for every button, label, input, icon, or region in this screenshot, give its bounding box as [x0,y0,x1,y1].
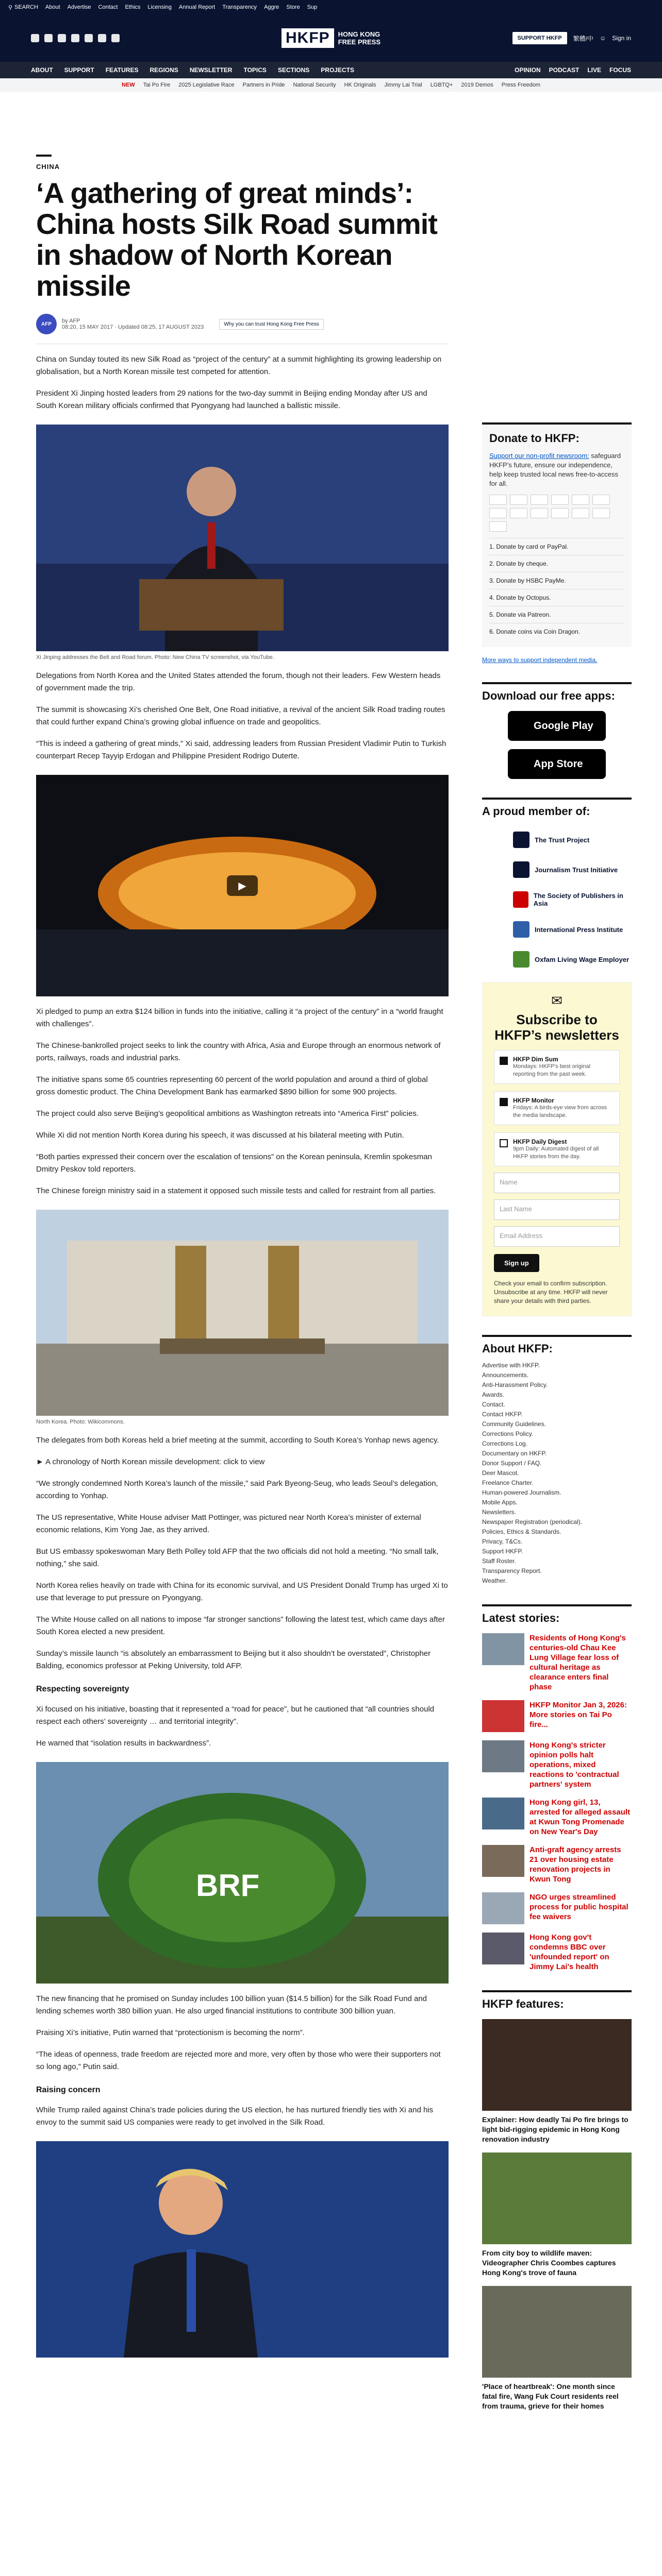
about-link[interactable]: Corrections Log. [482,1440,528,1447]
north-korea-photo [36,1210,449,1416]
x-icon[interactable] [44,34,53,42]
amex-icon [531,495,548,505]
author-name[interactable]: by AFP [62,318,80,324]
feature-title: Explainer: How deadly Tai Po fire brings to light bid-rigging epidemic in Hong Kong renovation industry [482,2115,628,2143]
linkedin-icon[interactable] [98,34,106,42]
sidebar [482,422,632,2411]
caption: Xi Jinping addresses the Belt and Road forum. Photo: New China TV screenshot, via YouTube. [36,654,274,660]
nav-item[interactable]: FOCUS [609,66,631,74]
play-button[interactable] [227,875,258,896]
story-title: HKFP Monitor Jan 3, 2026: More stories on Tai Po fire... [529,1701,627,1729]
payme-icon [531,508,548,518]
feature-title: From city boy to wildlife maven: Videographer Chris Coombes captures Hong Kong's trove of fauna [482,2249,616,2277]
jti-icon [513,861,529,878]
about-link[interactable]: Human-powered Journalism. [482,1489,561,1496]
user-icon[interactable]: ☺ [600,35,606,42]
paragraph: The Chinese foreign ministry said in a statement it opposed such missile tests and called for restraint from all parties. [36,1187,436,1195]
jcb-icon [592,495,610,505]
donate-option[interactable]: 1. Donate by card or PayPal. [489,538,624,555]
about-title: About HKFP: [482,1335,632,1355]
about-link[interactable]: Donor Support / FAQ. [482,1460,542,1467]
video-player[interactable] [36,775,449,996]
nav-item[interactable]: NEWSLETTER [189,66,233,74]
latest-item[interactable] [482,1740,632,1789]
donate-option[interactable]: 5. Donate via Patreon. [489,606,624,623]
checkbox[interactable] [500,1098,508,1106]
donate-lead-text: safeguard HKFP’s future, ensure our independence, help keep trusted local news free-to-access for all. [489,452,621,487]
topbar-link[interactable]: Sup [307,4,318,10]
search-label: SEARCH [14,4,38,10]
member-logo[interactable] [513,861,632,878]
member-name: Oxfam Living Wage Employer [535,955,630,963]
mail-icon: ✉ [551,993,562,1008]
trust-project-icon [513,832,529,848]
instagram-icon[interactable] [58,34,66,42]
app-store-label: App Store [534,758,583,770]
visa-icon [489,495,507,505]
feature-image [482,2019,632,2111]
paragraph: “We strongly condemned North Korea’s launch of the missile,” said Park Byeong-Seug, who leads Seoul’s delegation, according to Yonhap. [36,1479,438,1500]
main-nav [0,62,662,78]
newsletter-name: HKFP Dim Sum [513,1056,558,1063]
google-play-button[interactable] [508,711,606,741]
donate-option[interactable]: 6. Donate coins via Coin Dragon. [489,623,624,640]
subheading: Respecting sovereignty [36,1685,129,1693]
latest-item[interactable] [482,1892,632,1924]
ticker-item[interactable]: HK Originals [344,82,376,88]
newsletter-box [482,982,632,1316]
fps-icon [592,508,610,518]
about-link[interactable]: Support HKFP. [482,1548,523,1555]
ticker-item[interactable]: Jimmy Lai Trial [384,82,422,88]
coin-icon [489,521,507,532]
about-link[interactable]: Awards. [482,1391,505,1398]
nav-item[interactable]: ABOUT [31,66,53,74]
app-store-button[interactable] [508,749,606,779]
ticker-item[interactable]: 2025 Legislative Race [178,82,235,88]
topbar-link[interactable]: Transparency [222,4,257,10]
latest-item[interactable] [482,1700,632,1732]
figure-xi [36,425,449,651]
kicker-label: CHINA [36,163,60,171]
patreon-icon [572,508,589,518]
about-list [482,1361,632,1586]
about-link[interactable]: Contact HKFP. [482,1411,523,1418]
topbar-link[interactable]: About [45,4,60,10]
about-link[interactable]: Newspaper Registration (periodical). [482,1518,583,1526]
article [36,155,449,2358]
oxfam-icon [513,951,529,968]
search-icon: ⚲ [8,4,13,11]
about-link[interactable]: Documentary on HKFP. [482,1450,547,1457]
nav-item[interactable]: SECTIONS [277,66,310,74]
signin-link[interactable]: Sign in [612,35,631,42]
story-thumbnail [482,1633,524,1665]
paragraph: The US representative, White House adviser Matt Pottinger, was pictured near North Korea’s minister of external economic relations, Kim Yong Jae, as they arrived. [36,1513,421,1534]
ticker-item[interactable]: National Security [293,82,336,88]
member-title: A proud member of: [482,798,632,818]
play-icon: ▶ [238,880,246,892]
paragraph: Xi pledged to pump an extra $124 billion in funds into the initiative, calling it “a project of the century” in a “world fraught with challenges”. [36,1007,443,1028]
social-icons [31,34,120,42]
logo-line-1: HONG KONG [338,30,380,38]
member-logo[interactable] [513,921,632,938]
about-link[interactable]: Contact. [482,1401,505,1408]
caption: North Korea. Photo: Wikicommons. [36,1419,125,1425]
about-link[interactable]: Staff Roster. [482,1557,516,1565]
support-hkfp-button[interactable]: SUPPORT HKFP [512,32,567,44]
member-logo[interactable] [513,891,632,908]
about-link[interactable]: Policies, Ethics & Standards. [482,1528,561,1535]
ticker-item[interactable]: 2019 Demos [461,82,493,88]
nav-item[interactable]: FEATURES [105,66,139,74]
paragraph: The new financing that he promised on Sunday includes 100 billion yuan ($14.5 billion) for the Silk Road Fund and lending schemes worth 380 billion yuan. He also urged financial institutions to contribute 300 billion yuan. [36,1994,427,2015]
paragraph: Delegations from North Korea and the United States attended the forum, though not their leaders. Few Western heads of government made the trip. [36,671,441,692]
threads-icon[interactable] [85,34,93,42]
first-name-field[interactable]: Name [494,1173,620,1193]
figure-trump [36,2141,449,2358]
figure-north-korea [36,1210,449,1416]
features-title: HKFP features: [482,1990,632,2011]
story-title: Anti-graft agency arrests 21 over housing estate renovation projects in Kwun Tong [529,1845,621,1884]
trump-photo [36,2141,449,2358]
newsletter-name: HKFP Monitor [513,1097,554,1104]
utility-bar [0,0,662,14]
about-link[interactable]: Weather. [482,1577,507,1584]
search-link[interactable] [8,4,38,11]
signup-note: Check your email to confirm subscription. Unsubscribe at any time. HKFP will never share your details with third parties. [494,1280,608,1304]
member-logo[interactable] [513,951,632,968]
member-name: The Trust Project [535,836,590,844]
about-link[interactable]: Corrections Policy. [482,1430,534,1437]
feature-item[interactable] [482,2019,632,2144]
story-thumbnail [482,1892,524,1924]
nav-item[interactable]: PODCAST [549,66,580,74]
sopa-icon [513,891,528,908]
paragraph: The initiative spans some 65 countries representing 60 percent of the world population and around a third of global gross domestic product. The China Development Bank has earmarked $890 billion for some 900 projects. [36,1075,428,1096]
mastercard-icon [510,495,527,505]
paragraph: The White House called on all nations to impose “far stronger sanctions” following the latest test, which came days after South Korea elected a new president. [36,1615,445,1636]
member-name: The Society of Publishers in Asia [533,892,623,907]
logo-line-2: FREE PRESS [338,38,381,46]
paypal-icon [551,495,569,505]
newsletter-desc: 9pm Daily: Automated digest of all HKFP stories from the day. [513,1146,599,1160]
topbar-link[interactable]: Licensing [147,4,172,10]
language-switch[interactable]: 繁體/中 [573,35,594,42]
byline [36,314,449,334]
ticker-new-label: NEW [122,82,135,88]
google-play-label: Google Play [534,720,593,732]
about-link[interactable]: Advertise with HKFP. [482,1362,540,1369]
rss-icon[interactable] [111,34,120,42]
ticker-item[interactable]: Partners in Pride [242,82,285,88]
donate-title: Donate to HKFP: [489,432,580,445]
related-link[interactable]: ► A chronology of North Korean missile development: click to view [36,1458,265,1466]
paragraph: Sunday’s missile launch “is absolutely an embarrassment to Beijing but it also shouldn’t be overstated”, Christopher Balding, economics professor at Peking University, told AFP. [36,1649,431,1670]
feature-image [482,2286,632,2378]
nav-item[interactable]: TOPICS [243,66,267,74]
unionpay-icon [572,495,589,505]
story-title: NGO urges streamlined process for public hospital fee waivers [529,1893,628,1921]
brf-text: BRF [196,1868,260,1903]
about-link[interactable]: Newsletters. [482,1509,517,1516]
story-title: Hong Kong girl, 13, arrested for alleged assault at Kwun Tong Promenade on New Year's Day [529,1798,631,1836]
story-thumbnail [482,1740,524,1772]
feature-item[interactable] [482,2153,632,2278]
topbar-link[interactable]: Advertise [67,4,91,10]
paragraph: China on Sunday touted its new Silk Road as “project of the century” at a summit highlighting its growing leadership on globalisation, but a North Korean missile test competed for attention. [36,355,442,376]
about-link[interactable]: Deer Mascot. [482,1469,519,1477]
nav-item[interactable]: PROJECTS [321,66,354,74]
newsletter-title: Subscribe to HKFP’s newsletters [494,1012,619,1043]
topic-ticker [0,78,662,92]
checkbox[interactable] [500,1057,508,1065]
about-link[interactable]: Privacy, T&Cs. [482,1538,523,1545]
about-link[interactable]: Mobile Apps. [482,1499,518,1506]
member-name: International Press Institute [535,925,623,934]
donate-box [482,422,632,647]
topbar-link[interactable]: Annual Report [178,4,216,10]
latest-item[interactable] [482,1845,632,1884]
facebook-icon[interactable] [31,34,39,42]
more-ways-link[interactable]: More ways to support independent media. [482,656,598,664]
trust-badge[interactable]: Why you can trust Hong Kong Free Press [219,319,324,330]
story-title: Hong Kong gov't condemns BBC over 'unfounded report' on Jimmy Lai's health [529,1933,609,1971]
nav-item[interactable]: REGIONS [150,66,178,74]
story-title: Residents of Hong Kong's centuries-old Chau Kee Lung Village fear loss of cultural heritage as clearance enters final phase [529,1634,626,1691]
newsletter-name: HKFP Daily Digest [513,1138,567,1145]
story-thumbnail [482,1845,524,1877]
feature-item[interactable] [482,2286,632,2411]
subheading: Raising concern [36,2086,101,2094]
donate-option[interactable]: 2. Donate by cheque. [489,555,624,572]
topbar-link[interactable]: Aggre [264,4,279,10]
apple-pay-icon [489,508,507,518]
publish-dates: 08:20, 15 MAY 2017 · Updated 08:25, 17 AUGUST 2023 [62,324,204,330]
member-name: Journalism Trust Initiative [535,866,618,874]
checkbox[interactable] [500,1139,508,1147]
about-link[interactable]: Community Guidelines. [482,1420,547,1428]
paragraph: President Xi Jinping hosted leaders from 29 nations for the two-day summit in Beijing ending Monday after US and South Korean military officials confirmed that Pyongyang had launched a ballistic missile. [36,389,427,410]
newsletter-desc: Mondays: HKFP's best original reporting from the past week. [513,1063,591,1077]
logo-mark: HKFP [282,28,334,48]
latest-title: Latest stories: [482,1604,632,1625]
paragraph: The project could also serve Beijing’s geopolitical ambitions as Washington retreats into “America First” policies. [36,1109,419,1118]
signup-button[interactable]: Sign up [494,1254,539,1272]
apps-title: Download our free apps: [482,682,632,703]
xi-photo [36,425,449,651]
paragraph: “Both parties expressed their concern over the escalation of tensions” on the Korean peninsula, Kremlin spokesman Dmitry Peskov told reporters. [36,1153,432,1174]
latest-item[interactable] [482,1933,632,1972]
member-logo[interactable] [513,832,632,848]
google-pay-icon [510,508,527,518]
paragraph: While Trump railed against China’s trade policies during the US election, he has nurtured friendly ties with Xi and his envoy to the summit said US companies were ready to get involved in the Silk Road. [36,2106,434,2127]
newsletter-desc: Fridays: A birds-eye view from across the media landscape. [513,1105,607,1118]
paragraph: He warned that “isolation results in backwardness”. [36,1739,211,1748]
paragraph: The summit is showcasing Xi’s cherished One Belt, One Road initiative, a revival of the ancient Silk Road trading routes that could further expand China’s growing global influence on trade and geopolitics. [36,705,445,726]
about-link[interactable]: Announcements. [482,1371,529,1379]
nav-item[interactable]: LIVE [587,66,601,74]
about-link[interactable]: Freelance Charter. [482,1479,534,1486]
about-link[interactable]: Anti-Harassment Policy. [482,1381,548,1388]
newsletter-option[interactable] [494,1050,620,1084]
donate-option[interactable]: 4. Donate by Octopus. [489,589,624,606]
octopus-icon [551,508,569,518]
nav-item[interactable]: SUPPORT [64,66,94,74]
donate-lead [489,451,624,488]
feature-image [482,2153,632,2244]
paragraph: Praising Xi’s initiative, Putin warned that “protectionism is becoming the norm”. [36,2028,305,2037]
paragraph: Xi focused on his initiative, boasting that it represented a “road for peace”, but he cautioned that “all countries should respect each others’ sovereignty … and territorial integrity”. [36,1705,435,1726]
paragraph: The delegates from both Koreas held a brief meeting at the summit, according to South Korea’s Yonhap news agency. [36,1436,439,1445]
section-kicker[interactable] [36,155,60,171]
article-title: ‘A gathering of great minds’: China hosts Silk Road summit in shadow of North Korean missile [36,177,437,302]
story-thumbnail [482,1798,524,1829]
latest-list [482,1633,632,1972]
donate-lead-link[interactable]: Support our non-profit newsroom: [489,452,589,460]
paragraph: North Korea relies heavily on trade with China for its economic survival, and US President Donald Trump has urged Xi to use that leverage to put pressure on Pyongyang. [36,1581,448,1602]
paragraph: The Chinese-bankrolled project seeks to link the country with Africa, Asia and Europe through an enormous network of ports, railways, roads and industrial parks. [36,1041,441,1062]
story-thumbnail [482,1700,524,1732]
story-thumbnail [482,1933,524,1964]
ticker-item[interactable]: Press Freedom [501,82,540,88]
site-header [0,14,662,62]
features-list [482,2019,632,2411]
author-avatar[interactable]: AFP [36,314,57,334]
youtube-icon[interactable] [71,34,79,42]
newsletter-option[interactable] [494,1132,620,1166]
latest-item[interactable] [482,1798,632,1837]
paragraph: But US embassy spokeswoman Mary Beth Polley told AFP that the two officials did not hold a meeting. “No small talk, nothing,” she said. [36,1547,439,1568]
topbar-link[interactable]: Store [286,4,300,10]
about-link[interactable]: Transparency Report. [482,1567,542,1574]
donate-option[interactable]: 3. Donate by HSBC PayMe. [489,572,624,589]
ticker-item[interactable]: LGBTQ+ [430,82,453,88]
site-logo[interactable] [282,28,380,48]
paragraph: “This is indeed a gathering of great minds,” Xi said, addressing leaders from Russian President Vladimir Putin to Turkish counterpart Recep Tayyip Erdogan and Philippine President Rodrigo Duterte. [36,739,446,760]
payment-icons [489,495,624,532]
last-name-field[interactable]: Last Name [494,1199,620,1220]
topbar-link[interactable]: Contact [98,4,118,10]
paragraph: “The ideas of openness, trade freedom are rejected more and more, very often by those who were their supporters not so long ago,” Putin said. [36,2050,441,2071]
ticker-item[interactable]: Tai Po Fire [143,82,171,88]
paragraph: While Xi did not mention North Korea during his speech, it was discussed at his bilateral meeting with Putin. [36,1131,404,1140]
story-title: Hong Kong's stricter opinion polls halt operations, mixed reactions to 'contractual partners' system [529,1741,619,1789]
feature-title: 'Place of heartbreak': One month since fatal fire, Wang Fuk Court residents reel from trauma, grieve for their homes [482,2382,619,2410]
email-field[interactable]: Email Address [494,1226,620,1247]
newsletter-option[interactable] [494,1091,620,1125]
topbar-link[interactable]: Ethics [125,4,141,10]
ipi-icon [513,921,529,938]
latest-item[interactable] [482,1633,632,1692]
nav-item[interactable]: OPINION [514,66,541,74]
figure-brf [36,1762,449,1984]
